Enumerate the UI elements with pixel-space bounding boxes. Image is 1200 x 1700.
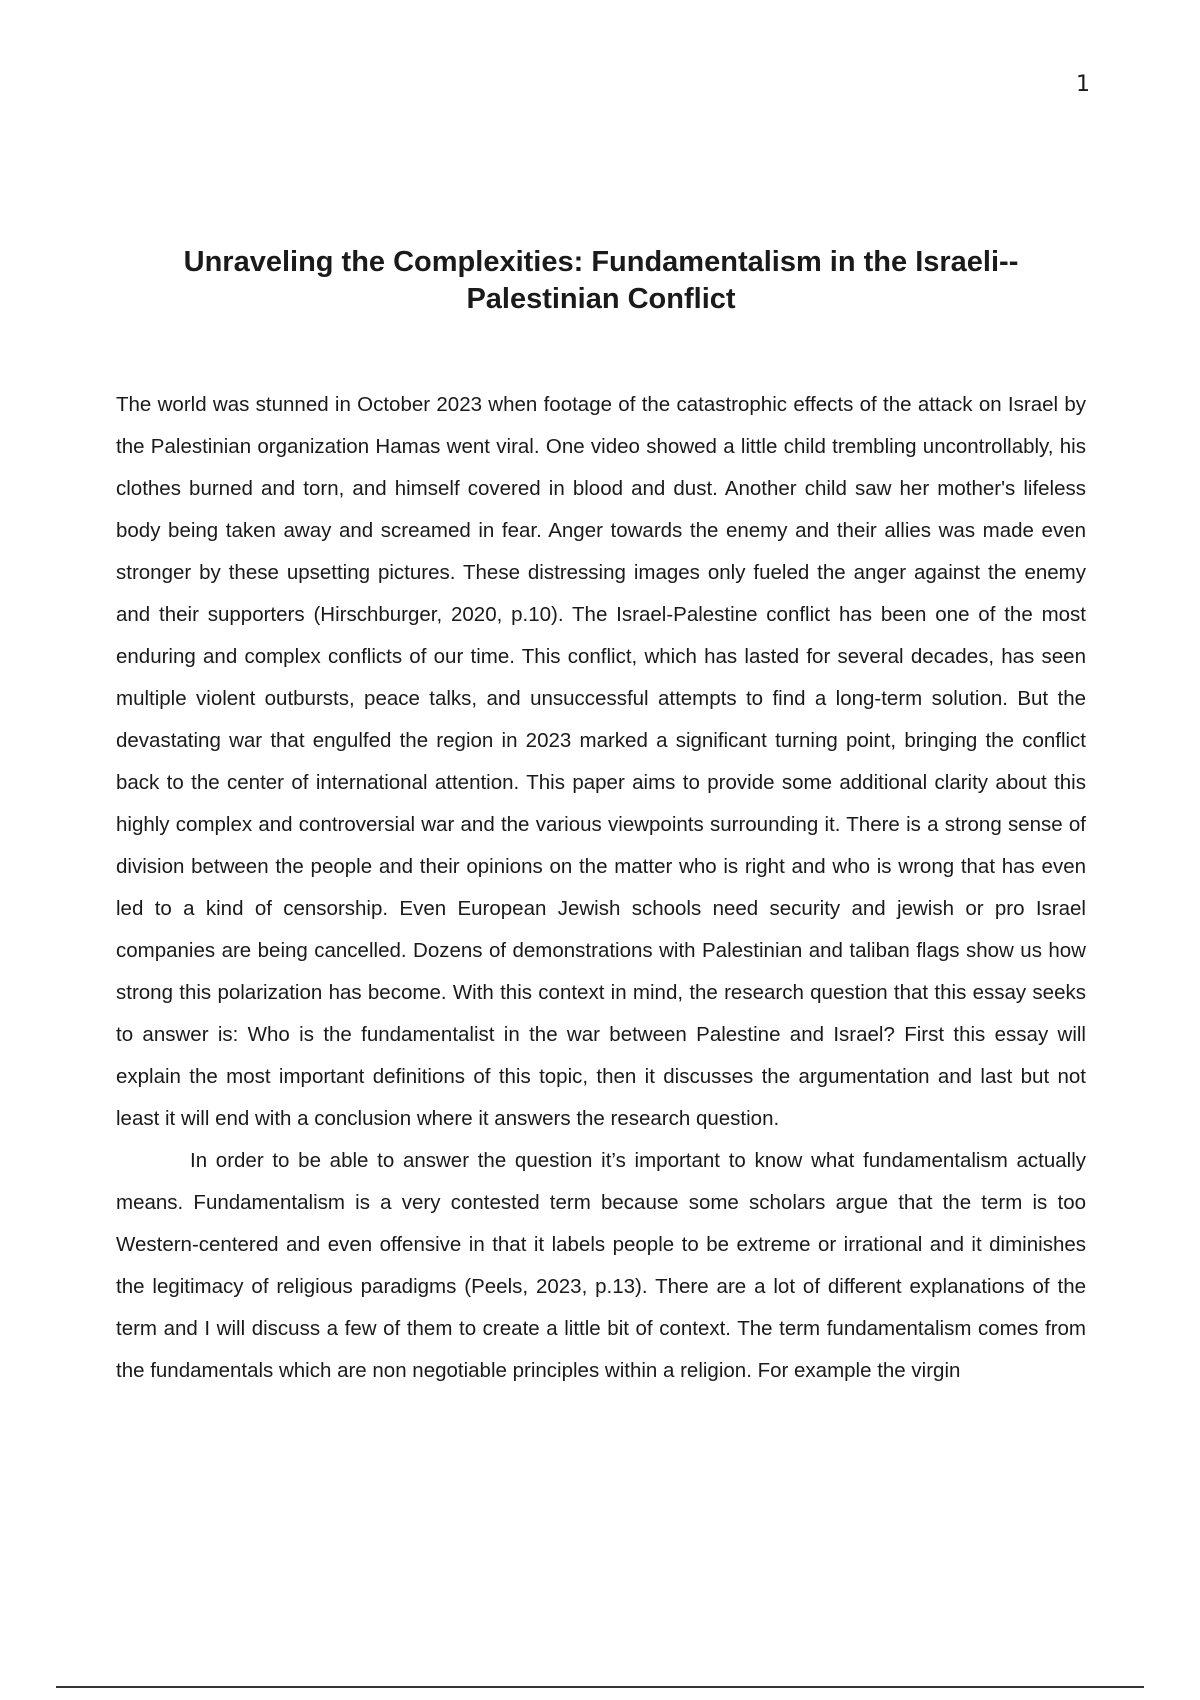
body-text bbox=[116, 384, 1086, 1392]
page-number: 1 bbox=[1076, 72, 1090, 97]
paragraph-introduction: The world was stunned in October 2023 when footage of the catastrophic effects of the attack on Israel by the Palestinian organization Hamas went viral. One video showed a little child trembling uncontrollably, his clothes burned and torn, and himself covered in blood and dust. Another child saw her mother's lifeless body being taken away and screamed in fear. Anger towards the enemy and their allies was made even stronger by these upsetting pictures. These distressing images only fueled the anger against the enemy and their supporters (Hirschburger, 2020, p.10). The Israel-Palestine conflict has been one of the most enduring and complex conflicts of our time. This conflict, which has lasted for several decades, has seen multiple violent outbursts, peace talks, and unsuccessful attempts to find a long-term solution. But the devastating war that engulfed the region in 2023 marked a significant turning point, bringing the conflict back to the center of international attention. This paper aims to provide some additional clarity about this highly complex and controversial war and the various viewpoints surrounding it. There is a strong sense of division between the people and their opinions on the matter who is right and who is wrong that has even led to a kind of censorship. Even European Jewish schools need security and jewish or pro Israel companies are being cancelled. Dozens of demonstrations with Palestinian and taliban flags show us how strong this polarization has become. With this context in mind, the research question that this essay seeks to answer is: Who is the fundamentalist in the war between Palestine and Israel? First this essay will explain the most important definitions of this topic, then it discusses the argumentation and last but not least it will end with a conclusion where it answers the research question. bbox=[116, 393, 1086, 1130]
paragraph-definition: In order to be able to answer the question it’s important to know what fundamentalism actually means. Fundamentalism is a very contested term because some scholars argue that the term is too Western-centered and even offensive in that it labels people to be extreme or irrational and it diminishes the legitimacy of religious paradigms (Peels, 2023, p.13). There are a lot of different explanations of the term and I will discuss a few of them to create a little bit of context. The term fundamentalism comes from the fundamentals which are non negotiable principles within a religion. For example the virgin bbox=[116, 1149, 1086, 1382]
footer-divider bbox=[56, 1686, 1144, 1688]
document-title: Unraveling the Complexities: Fundamentalism in the Israeli-Palestinian Conflict bbox=[183, 246, 1019, 315]
